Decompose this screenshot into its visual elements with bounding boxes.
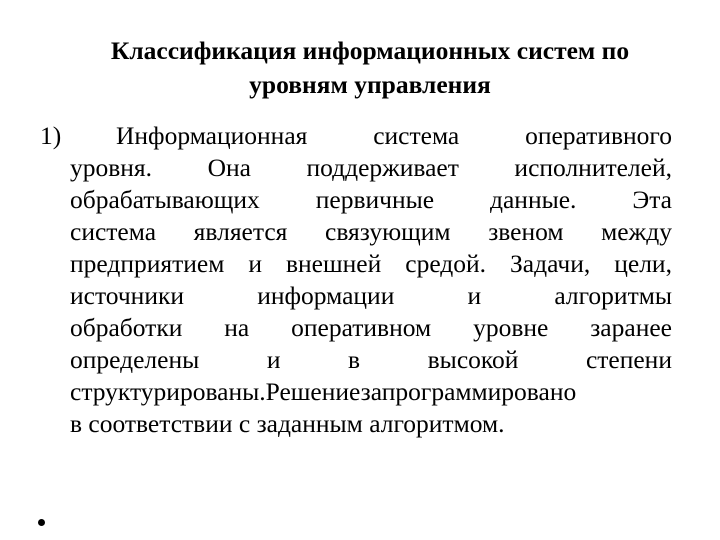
paragraph-word: Задачи, <box>510 249 591 278</box>
paragraph-line <box>70 152 672 184</box>
paragraph-word: заранее <box>590 313 672 342</box>
list-item-number: 1) <box>40 121 62 150</box>
paragraph-word: предприятием <box>70 249 225 278</box>
paragraph-word: и <box>467 281 482 310</box>
paragraph-word: Информационная <box>116 121 308 150</box>
paragraph-line <box>70 216 672 248</box>
paragraph-word: на <box>224 313 250 342</box>
paragraph-word: поддерживает <box>306 153 459 182</box>
paragraph-word: высокой <box>427 345 519 374</box>
paragraph-word: оперативном <box>291 313 432 342</box>
paragraph-word: обработки <box>70 313 183 342</box>
paragraph-line <box>70 248 672 280</box>
paragraph-word: алгоритмы <box>554 281 672 310</box>
paragraph-line: структурированы.Решениезапрограммировано <box>70 377 577 406</box>
paragraph-word: уровня. <box>70 153 153 182</box>
paragraph-line <box>70 184 672 216</box>
paragraph-line <box>116 120 672 152</box>
paragraph-word: является <box>193 217 288 246</box>
paragraph-word: цели, <box>614 249 672 278</box>
paragraph-word: Эта <box>632 185 672 214</box>
slide-title-line-1: Классификация информационных систем по <box>110 36 630 65</box>
paragraph-line <box>70 344 672 376</box>
paragraph-word: уровне <box>473 313 549 342</box>
paragraph-word: Она <box>207 153 251 182</box>
paragraph-word: первичные <box>315 185 435 214</box>
paragraph-word: звеном <box>488 217 564 246</box>
paragraph-word: в <box>348 345 361 374</box>
empty-bullet <box>38 519 45 526</box>
paragraph-word: и <box>266 345 281 374</box>
paragraph-word: внешней <box>286 249 382 278</box>
paragraph-line <box>70 280 672 312</box>
paragraph-word: средой. <box>405 249 487 278</box>
paragraph-word: обрабатывающих <box>70 185 260 214</box>
paragraph-word: и <box>248 249 263 278</box>
paragraph-word: информации <box>257 281 395 310</box>
paragraph-line: в соответствии с заданным алгоритмом. <box>70 409 505 438</box>
slide-title <box>40 34 700 102</box>
paragraph-word: связующим <box>325 217 451 246</box>
list-item-body <box>40 120 672 440</box>
paragraph-word: определены <box>70 345 200 374</box>
paragraph-word: оперативного <box>525 121 672 150</box>
paragraph-word: данные. <box>490 185 577 214</box>
paragraph-word: степени <box>585 345 672 374</box>
paragraph-word: система <box>373 121 460 150</box>
list-item <box>40 120 672 440</box>
paragraph-line <box>70 312 672 344</box>
paragraph-word: исполнителей, <box>514 153 672 182</box>
paragraph-word: между <box>601 217 672 246</box>
paragraph-word: система <box>70 217 157 246</box>
paragraph-word: источники <box>70 281 185 310</box>
slide-title-line-2: уровням управления <box>249 70 491 99</box>
